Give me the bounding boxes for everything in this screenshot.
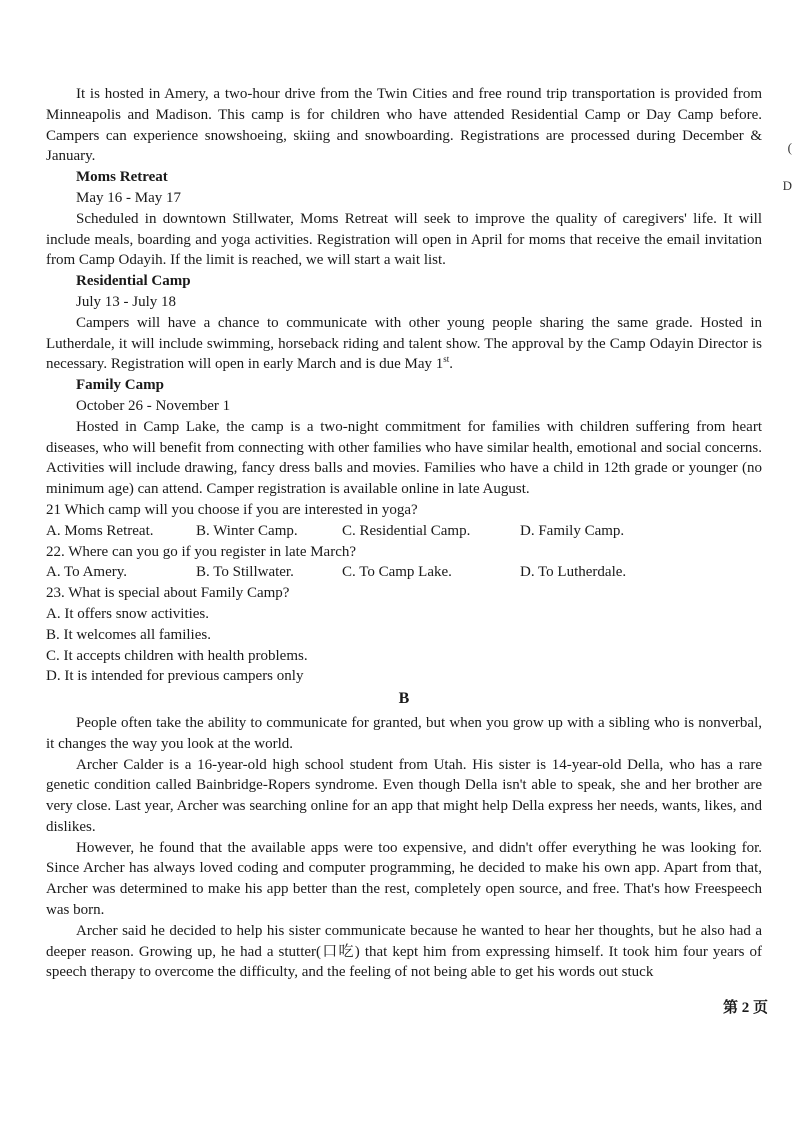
question-22-option-c: C. To Camp Lake. [342, 564, 452, 581]
question-23-stem: 23. What is special about Family Camp? [46, 585, 290, 602]
question-21-option-c: C. Residential Camp. [342, 522, 471, 539]
question-21-option-a: A. Moms Retreat. [46, 522, 154, 539]
margin-mark-2: D [782, 178, 792, 193]
question-21-option-d: D. Family Camp. [520, 522, 625, 539]
passage-b-paragraph-3: However, he found that the available apps were too expensive, and didn't offer everything he was looking for. Since Archer has always loved coding and computer programming, he decided to make his own app. Apart from that, Archer was determined to make his app better than the rest, completely open source, and free. That's how Freespeech was born. [46, 839, 762, 919]
residential-camp-text: Campers will have a chance to communicate with other young people sharing the same grade. Hosted in Lutherdale, it will include swimming, horseback riding and talent show. The approval by the Camp Odayin Director is necessary. Registration will open in early March and is due May 1 [46, 314, 762, 373]
question-23-option-d: D. It is intended for previous campers only [46, 668, 304, 685]
passage-b-paragraph-4: Archer said he decided to help his sister communicate because he wanted to hear her thoughts, but he also had a deeper reason. Growing up, he had a stutter(口吃) that kept him from expressing himself. It took him four years of speech therapy to overcome the difficulty, and the feeling of not being able to get his words out stuck [46, 922, 762, 981]
residential-camp-period: . [449, 356, 454, 373]
question-22-options [46, 562, 762, 583]
residential-camp-dates: July 13 - July 18 [76, 293, 177, 310]
question-23-option-a: A. It offers snow activities. [46, 605, 210, 622]
question-21-option-b: B. Winter Camp. [196, 522, 298, 539]
moms-retreat-body: Scheduled in downtown Stillwater, Moms Retreat will seek to improve the quality of caregivers' life. It will include meals, boarding and yoga activities. Registration will open in April for moms that receive the email invitation from Camp Odayih. If the limit is reached, we will start a wait list. [46, 210, 762, 269]
residential-camp-title: Residential Camp [76, 273, 191, 290]
margin-mark-1: ( [787, 140, 792, 155]
residential-camp-body [46, 313, 762, 375]
moms-retreat-title: Moms Retreat [76, 169, 168, 186]
question-22-stem: 22. Where can you go if you register in late March? [46, 543, 357, 560]
question-23-option-b: B. It welcomes all families. [46, 626, 211, 643]
family-camp-dates: October 26 - November 1 [76, 397, 231, 414]
question-22-option-a: A. To Amery. [46, 564, 128, 581]
passage-b-paragraph-1: People often take the ability to communicate for granted, but when you grow up with a sibling who is nonverbal, it changes the way you look at the world. [46, 714, 762, 752]
ordinal-suffix: st [443, 354, 450, 365]
winter-camp-body: It is hosted in Amery, a two-hour drive from the Twin Cities and free round trip transportation is provided from Minneapolis and Madison. This camp is for children who have attended Residential Camp or Day Camp before. Campers can experience snowshoeing, skiing and snowboarding. Registrations are processed during December & January. [46, 86, 762, 165]
family-camp-title: Family Camp [76, 377, 164, 394]
page-body [46, 84, 762, 983]
family-camp-body: Hosted in Camp Lake, the camp is a two-night commitment for families with children suffering from heart diseases, who will benefit from connecting with other families who have similar health, emotional and social concerns. Activities will include drawing, fancy dress balls and movies. Families who have a child in 12th grade or younger (no minimum age) can attend. Camper registration is available online in late August. [46, 418, 762, 498]
section-b-heading: B [398, 690, 410, 708]
question-21-stem: 21 Which camp will you choose if you are interested in yoga? [46, 501, 418, 518]
question-22-option-d: D. To Lutherdale. [520, 564, 627, 581]
question-21-options [46, 521, 762, 542]
passage-b-paragraph-2: Archer Calder is a 16-year-old high school student from Utah. His sister is 14-year-old Della, who has a rare genetic condition called Bainbridge-Ropers syndrome. Even though Della isn't able to speak, she and her brother are very close. Last year, Archer was searching online for an app that might help Della express her needs, wants, likes, and dislikes. [46, 756, 762, 835]
page-number: 第 2 页 [722, 1000, 768, 1016]
question-22-option-b: B. To Stillwater. [196, 564, 294, 581]
moms-retreat-dates: May 16 - May 17 [76, 189, 181, 206]
question-23-option-c: C. It accepts children with health problems. [46, 647, 308, 664]
